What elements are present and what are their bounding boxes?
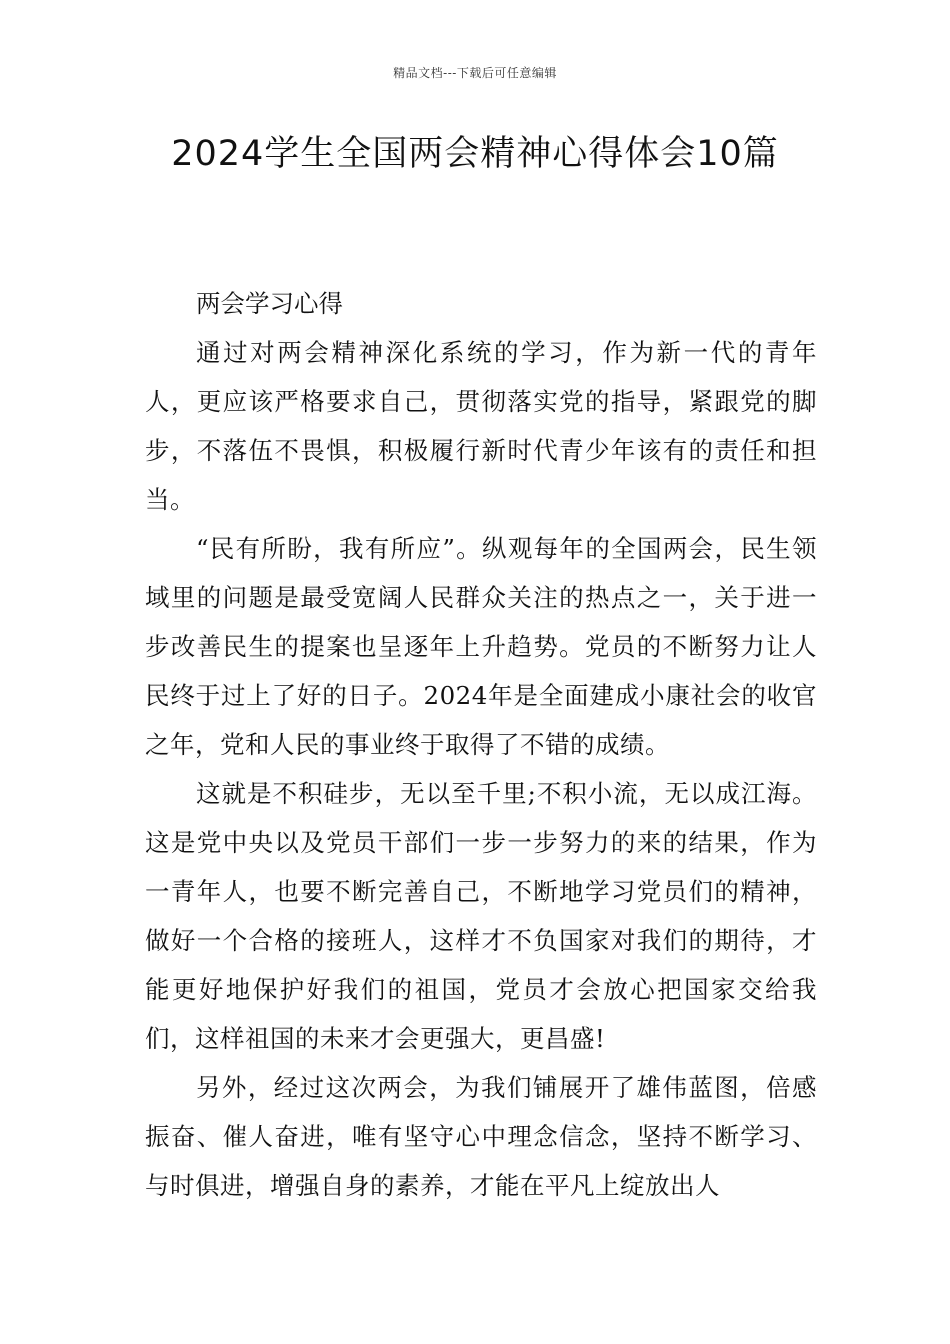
document-body (145, 279, 817, 1210)
section-heading: 两会学习心得 (196, 289, 343, 318)
paragraph: 这就是不积硅步，无以至千里;不积小流，无以成江海。这是党中央以及党员干部们一步一步努力的来的结果，作为一青年人，也要不断完善自己，不断地学习党员们的精神，做好一个合格的接班人，这样才不负国家对我们的期待，才能更好地保护好我们的祖国，党员才会放心把国家交给我们，这样祖国的未来才会更强大，更昌盛! (145, 779, 817, 1053)
document-title: 2024学生全国两会精神心得体会10篇 (171, 134, 779, 174)
paragraph: 另外，经过这次两会，为我们铺展开了雄伟蓝图，倍感振奋、催人奋进，唯有坚守心中理念信念，坚持不断学习、与时俱进，增强自身的素养，才能在平凡上绽放出人 (145, 1073, 817, 1200)
header-note: 精品文档---下载后可任意编辑 (393, 66, 557, 80)
paragraph: 通过对两会精神深化系统的学习，作为新一代的青年人，更应该严格要求自己，贯彻落实党的指导，紧跟党的脚步，不落伍不畏惧，积极履行新时代青少年该有的责任和担当。 (145, 338, 817, 514)
paragraph: “民有所盼，我有所应”。纵观每年的全国两会，民生领域里的问题是最受宽阔人民群众关注的热点之一，关于进一步改善民生的提案也呈逐年上升趋势。党员的不断努力让人民终于过上了好的日子。2024年是全面建成小康社会的收官之年，党和人民的事业终于取得了不错的成绩。 (145, 534, 817, 759)
